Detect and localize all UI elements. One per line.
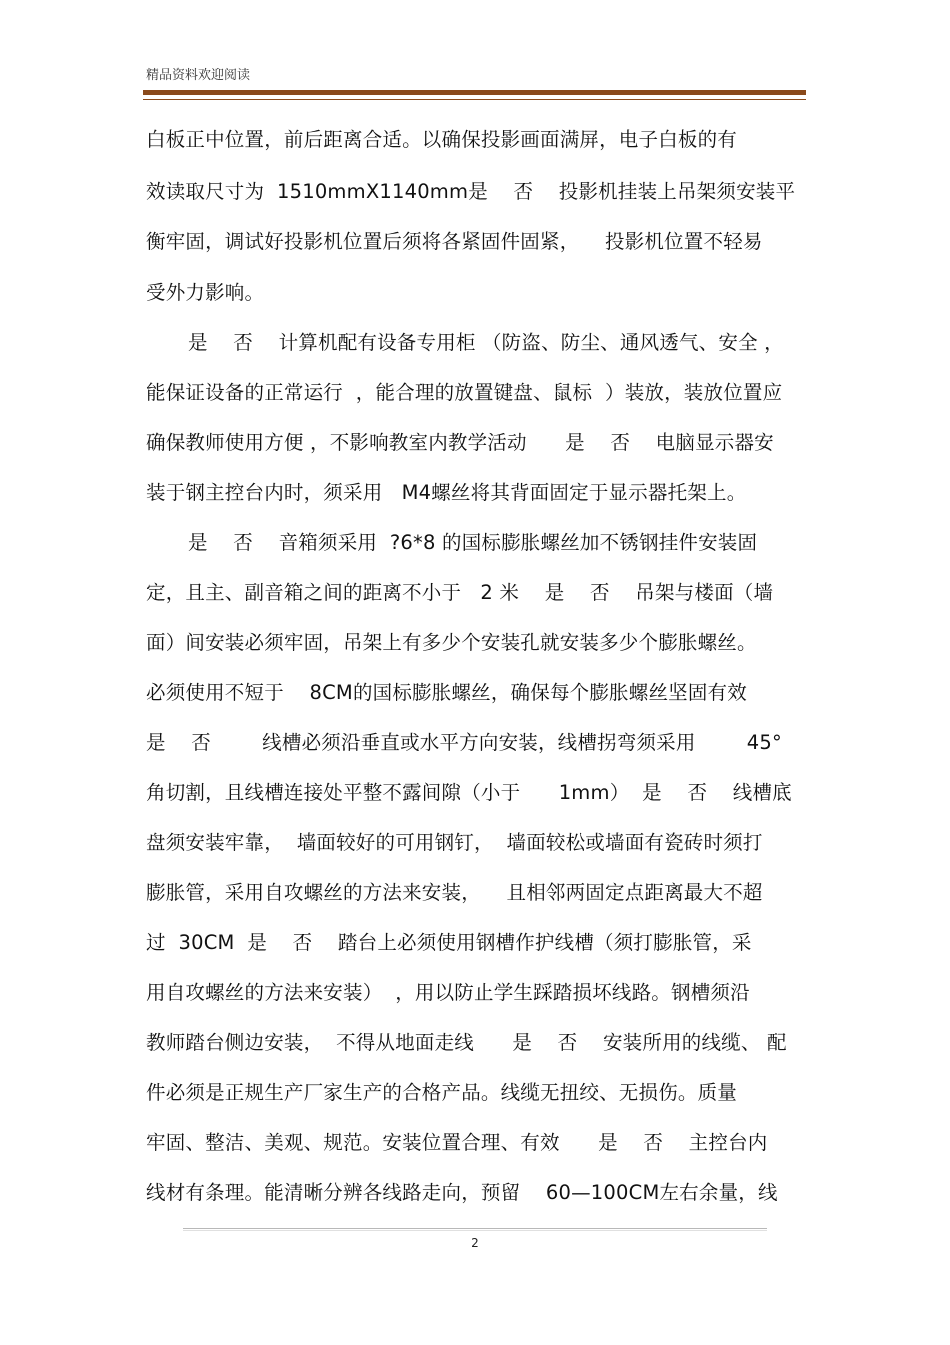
footer-rule-shadow [183, 1230, 767, 1231]
body-line: 面）间安装必须牢固，吊架上有多少个安装孔就安装多少个膨胀螺丝。 [146, 631, 757, 654]
body-line: 线材有条理。能清晰分辨各线路走向，预留 60—100CM左右余量，线 [146, 1181, 778, 1204]
body-line: 必须使用不短于 8CM的国标膨胀螺丝，确保每个膨胀螺丝坚固有效 [146, 681, 747, 704]
body-line: 白板正中位置，前后距离合适。以确保投影画面满屏，电子白板的有 [146, 128, 738, 151]
body-line: 衡牢固，调试好投影机位置后须将各紧固件固紧， 投影机位置不轻易 [146, 230, 763, 253]
body-line: 过 30CM 是 否 踏台上必须使用钢槽作护线槽（须打膨胀管，采 [146, 931, 752, 954]
body-line: 角切割，且线槽连接处平整不露间隙（小于 1mm） 是 否 线槽底 [146, 781, 792, 804]
body-line: 受外力影响。 [146, 281, 265, 304]
body-line: 用自攻螺丝的方法来安装） ，用以防止学生踩踏损坏线路。钢槽须沿 [146, 981, 750, 1004]
body-line: 确保教师使用方便 ，不影响教室内教学活动 是 否 电脑显示器安 [146, 431, 774, 454]
page-header-text: 精品资料欢迎阅读 [146, 68, 251, 83]
body-line: 膨胀管，采用自攻螺丝的方法来安装， 且相邻两固定点距离最大不超 [146, 881, 763, 904]
footer-rule [183, 1228, 767, 1229]
body-line: 牢固、整洁、美观、规范。安装位置合理、有效 是 否 主控台内 [146, 1131, 768, 1154]
body-line: 定，且主、副音箱之间的距离不小于 2 米 是 否 吊架与楼面（墙 [146, 581, 774, 604]
header-rule-thin [143, 99, 806, 100]
body-line: 是 否 线槽必须沿垂直或水平方向安装，线槽拐弯须采用 45° [146, 731, 782, 754]
page-number: 2 [471, 1236, 479, 1250]
body-line: 能保证设备的正常运行 ，能合理的放置键盘、鼠标 ）装放，装放位置应 [146, 381, 783, 404]
body-line: 效读取尺寸为 1510mmX1140mm是 否 投影机挂装上吊架须安装平 [146, 180, 796, 203]
body-line: 盘须安装牢靠， 墙面较好的可用钢钉， 墙面较松或墙面有瓷砖时须打 [146, 831, 763, 854]
body-line: 是 否 音箱须采用 ?6*8 的国标膨胀螺丝加不锈钢挂件安装固 [188, 531, 758, 554]
body-line: 件必须是正规生产厂家生产的合格产品。线缆无扭绞、无损伤。质量 [146, 1081, 738, 1104]
header-rule [143, 90, 806, 95]
body-line: 是 否 计算机配有设备专用柜 （防盗、防尘、通风透气、安全 ， [188, 331, 784, 354]
body-line: 教师踏台侧边安装， 不得从地面走线 是 否 安装所用的线缆、 配 [146, 1031, 787, 1054]
body-line: 装于钢主控台内时，须采用 M4螺丝将其背面固定于显示器托架上。 [146, 481, 747, 504]
